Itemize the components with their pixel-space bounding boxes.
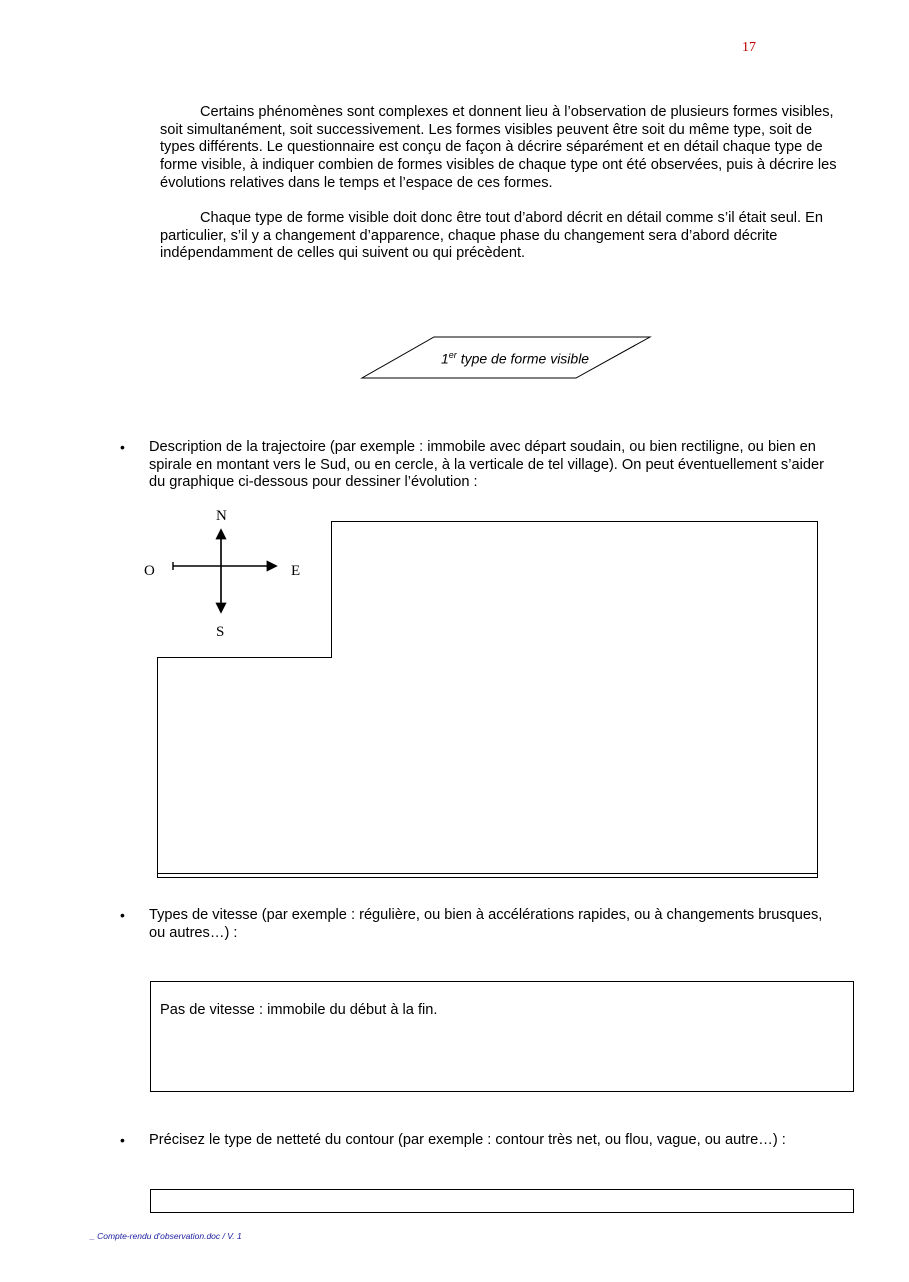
speed-answer: Pas de vitesse : immobile du début à la fin.: [160, 1002, 438, 1018]
contour-question: Précisez le type de netteté du contour (par exemple : contour très net, ou flou, vague, ou autre…) :: [149, 1132, 786, 1148]
speed-answer-box[interactable]: [150, 981, 854, 1092]
footer-filename: _ Compte-rendu d'observation.doc / V. 1: [90, 1231, 242, 1241]
page-number: 17: [742, 40, 756, 55]
contour-answer-box[interactable]: [150, 1189, 854, 1213]
bullet-trajectory: •: [120, 439, 125, 455]
compass-north-label: N: [216, 508, 227, 524]
intro-paragraph-2: Chaque type de forme visible doit donc être tout d’abord décrit en détail comme s’il était seul. En particulier, s’il y a changement d’apparence, chaque phase du changement sera d’abord décrite indépendamment de celles qui suivent ou qui précèdent.: [160, 210, 824, 262]
compass-west-label: O: [144, 563, 155, 579]
speed-question: Types de vitesse (par exemple : régulière, ou bien à accélérations rapides, ou à changements brusques, ou autres…) :: [149, 907, 823, 941]
bullet-speed: •: [120, 907, 125, 923]
compass-east-label: E: [291, 563, 301, 579]
trajectory-description: Description de la trajectoire (par exemple : immobile avec départ soudain, ou bien rectiligne, ou bien en spirale en montant vers le Sud, ou en cercle, à la verticale de tel village). On peut éventuellement s’aider du graphique ci-dessous pour dessiner l’évolution :: [149, 439, 824, 491]
bullet-contour: •: [120, 1132, 125, 1148]
intro-paragraph-1: Certains phénomènes sont complexes et donnent lieu à l’observation de plusieurs formes visibles, soit simultanément, soit successivement. Les formes visibles peuvent être soit du même type, soit de types différents. Le questionnaire est conçu de façon à décrire séparément et en détail chaque type de forme visible, à indiquer combien de formes visibles de chaque type ont été observées, puis à décrire les évolutions relatives dans le temps et l’espace de ces formes.: [160, 104, 837, 191]
section-heading: [441, 350, 589, 367]
compass-south-label: S: [216, 624, 225, 640]
section-heading-number: 1: [441, 350, 449, 367]
section-heading-superscript: er: [448, 350, 457, 360]
section-heading-text: type de forme visible: [460, 350, 590, 367]
trajectory-drawing-area[interactable]: [150, 515, 825, 883]
